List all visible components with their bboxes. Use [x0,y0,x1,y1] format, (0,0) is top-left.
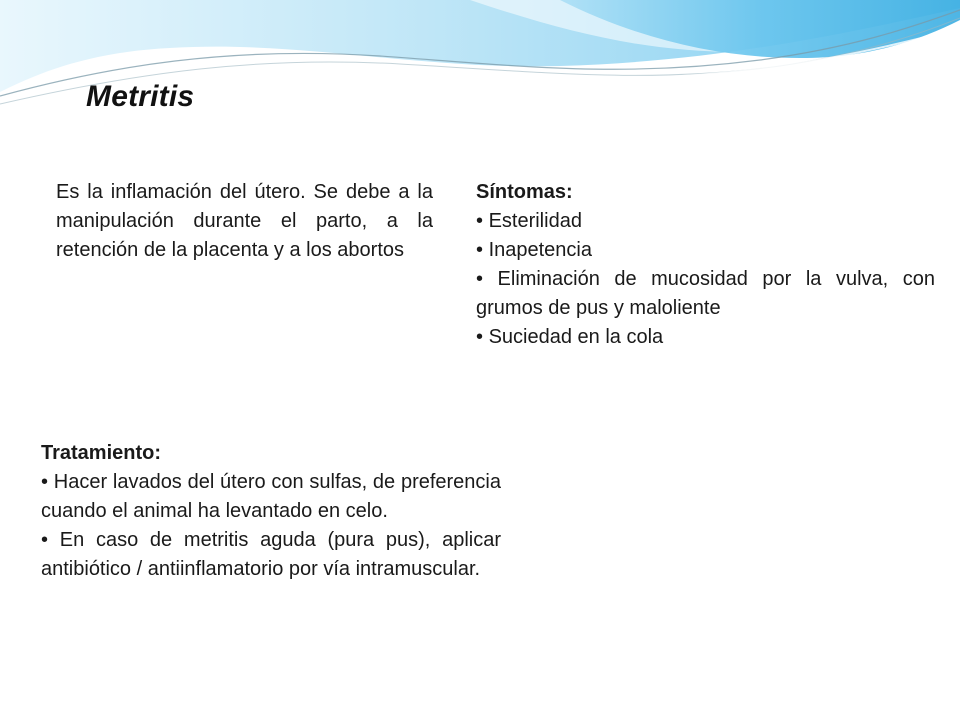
treatment-heading: Tratamiento: [41,442,162,464]
bullet-icon: • [476,210,489,232]
list-item [476,323,935,352]
list-item [41,526,501,584]
definition-text: Es la inflamación del útero. Se debe a la manipulación durante el parto, a la retención de la placenta y a los abortos [56,181,433,261]
list-item [476,265,935,323]
symptoms-block [476,178,935,352]
bullet-icon: • [476,268,498,290]
bullet-icon: • [476,239,489,261]
treatment-text: Hacer lavados del útero con sulfas, de preferencia cuando el animal ha levantado en celo. [41,471,501,522]
definition-block [56,178,433,265]
treatment-block [41,439,501,584]
treatment-list [41,468,501,584]
symptom-text: Suciedad en la cola [488,326,664,348]
list-item [41,468,501,526]
symptom-text: Esterilidad [488,210,582,232]
bullet-icon: • [41,471,54,493]
list-item [476,236,935,265]
symptoms-list [476,207,935,352]
symptom-text: Eliminación de mucosidad por la vulva, con grumos de pus y maloliente [476,268,935,319]
symptoms-heading: Síntomas: [476,181,573,203]
treatment-text: En caso de metritis aguda (pura pus), aplicar antibiótico / antiinflamatorio por vía intramuscular. [41,529,501,580]
symptom-text: Inapetencia [488,239,592,261]
slide-title: Metritis [86,80,195,113]
list-item [476,207,935,236]
bullet-icon: • [41,529,60,551]
bullet-icon: • [476,326,489,348]
